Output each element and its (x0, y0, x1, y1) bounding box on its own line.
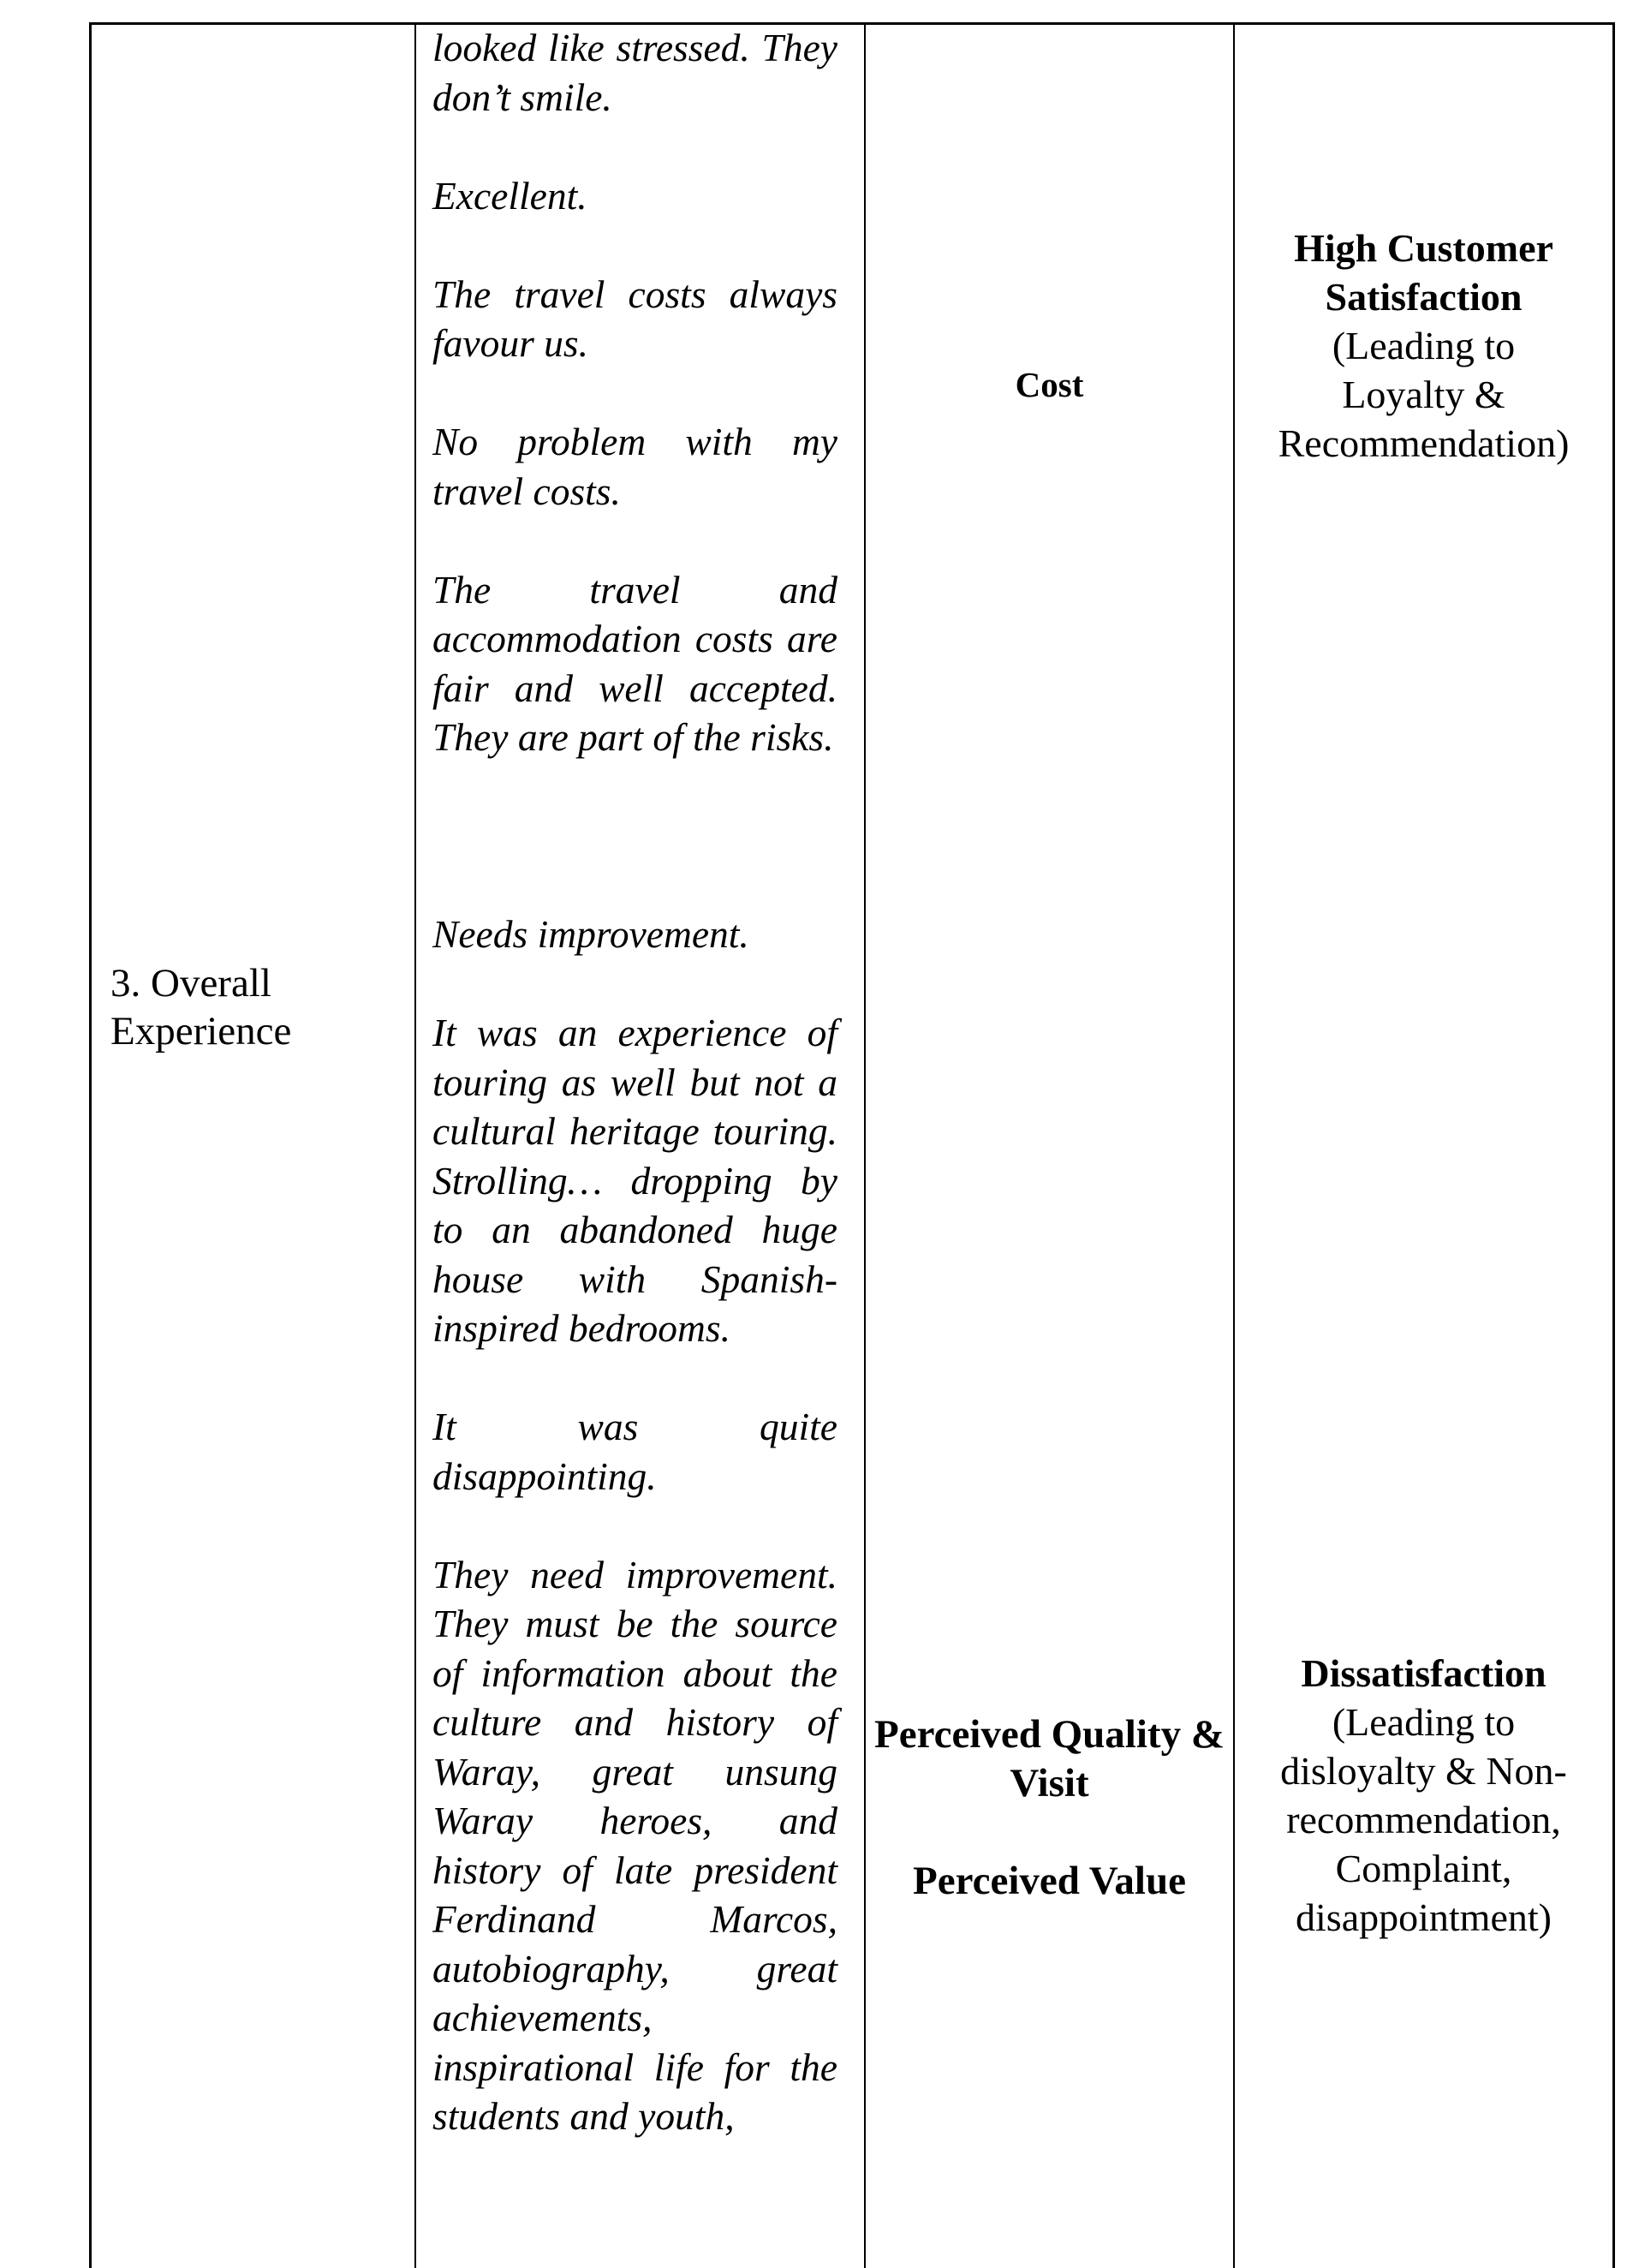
outcome-detail: recommendation, (1286, 1798, 1561, 1841)
outcome-title: Dissatisfaction (1301, 1651, 1547, 1695)
column-divider (414, 22, 416, 2268)
table-top-border (89, 22, 1615, 25)
response-quote: It was an experience of touring as well but not a cultural heritage touring. Strolling… dropping by to an abandoned huge house with Spanish-inspired bedrooms. (432, 1011, 837, 1350)
theme-cost: Cost (1015, 365, 1084, 404)
outcome-detail: disloyalty & Non- (1280, 1749, 1567, 1793)
outcome-high-satisfaction (1235, 224, 1612, 468)
response-quote: The travel costs always favour us. (432, 272, 837, 365)
outcome-detail: Recommendation) (1278, 421, 1570, 465)
theme-perceived-quality: Perceived Quality & Visit (874, 1712, 1225, 1805)
row-label: 3. Overall Experience (110, 961, 292, 1053)
outcome-detail: Complaint, (1335, 1847, 1512, 1890)
response-quote: It was quite disappointing. (432, 1405, 837, 1498)
response-quote: They need improvement. They must be the source of information about the culture and history of Waray, great unsung Waray heroes, and history of late president Ferdinand Marcos, autobiography, great achievements, inspirational life for the students and youth, (432, 1552, 837, 2138)
response-quote: The travel and accommodation costs are fair and well accepted. They are part of the risks. (432, 567, 837, 759)
table-right-border (1612, 22, 1615, 2268)
theme-perceived-quality-value (866, 1710, 1233, 1906)
table-left-border (89, 22, 92, 2268)
response-quote: looked like stressed. They don’t smile. (432, 26, 837, 119)
response-quote: No problem with my travel costs. (432, 420, 837, 513)
outcome-detail: (Leading to (1332, 324, 1516, 367)
response-quote: Excellent. (432, 173, 587, 218)
outcome-dissatisfaction (1235, 1649, 1612, 1942)
outcome-detail: (Leading to (1332, 1700, 1516, 1744)
outcome-title: High Customer Satisfaction (1294, 226, 1553, 319)
response-quotes-cell (432, 23, 837, 2190)
outcome-detail: Loyalty & (1342, 373, 1505, 416)
column-divider (864, 22, 866, 2268)
theme-perceived-value: Perceived Value (913, 1859, 1186, 1903)
response-quote: Needs improvement. (432, 912, 749, 956)
outcome-detail: disappointment) (1296, 1895, 1552, 1939)
